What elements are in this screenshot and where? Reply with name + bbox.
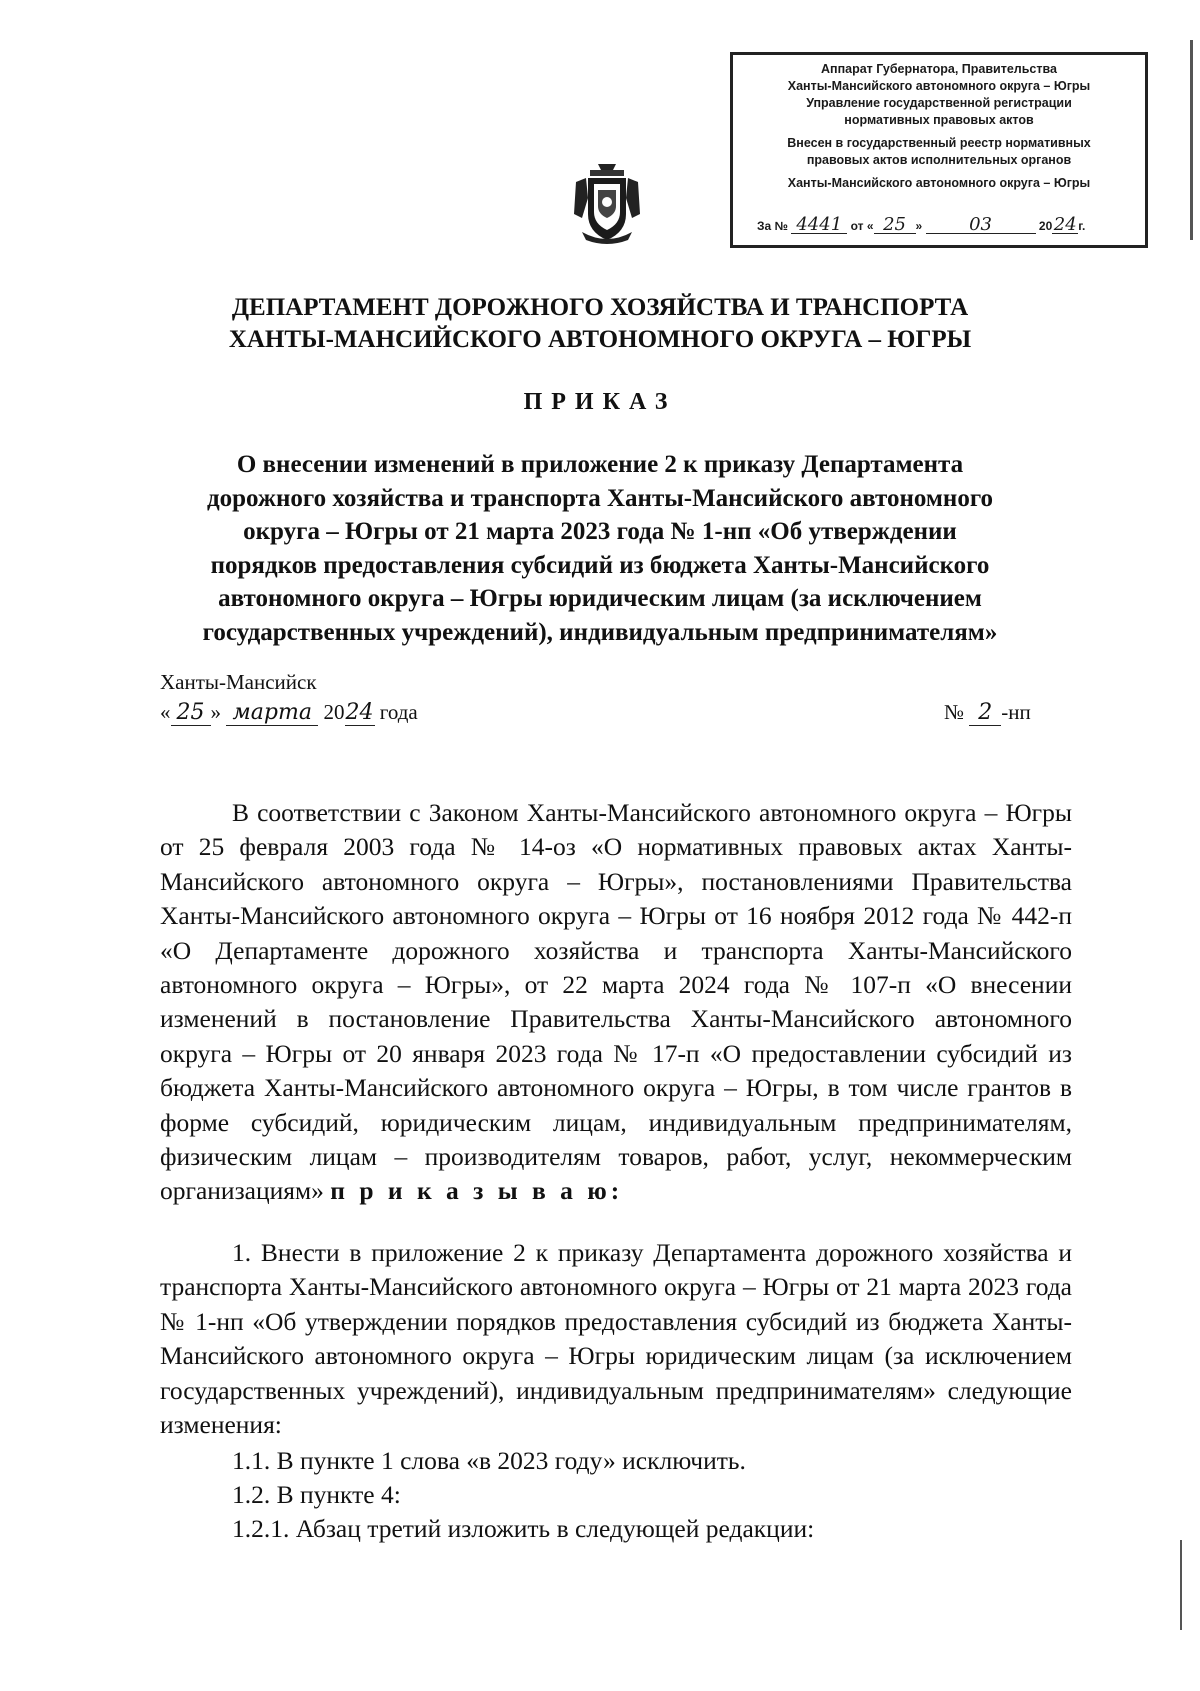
coat-of-arms-icon (568, 160, 646, 248)
stamp-reg-number: 4441 (791, 216, 847, 234)
stamp-reg-year: 24 (1053, 214, 1077, 235)
title-line: округа – Югры от 21 марта 2023 года № 1-нп «Об утверждении (243, 518, 957, 545)
date-suffix: года (379, 700, 418, 724)
item-1-1: 1.1. В пункте 1 слова «в 2023 году» исключить. (232, 1446, 746, 1475)
date-year: 24 (345, 700, 374, 725)
preamble-text: В соответствии с Законом Ханты-Мансийского автономного округа – Югры от 25 февраля 2003 года № 14-оз «О нормативных правовых актах Ханты-Мансийского автономного округа – Югры», постановлениями Правительства Ханты-Мансийского автономного округа – Югры от 16 ноября 2012 года № 442-п «О Департаменте дорожного хозяйства и транспорта Ханты-Мансийского автономного округа – Югры», от 22 марта 2024 года № 107-п «О внесении изменений в постановление Правительства Ханты-Мансийского автономного округа – Югры от 20 января 2023 года № 17-п «О предоставлении субсидий из бюджета Ханты-Мансийского автономного округа – Югры, в том числе грантов в форме субсидий, юридическим лицам, индивидуальным предпринимателям, физическим лицам – производителям товаров, работ, услуг, некоммерческим организациям» (160, 798, 1072, 1206)
title-line: порядков предоставления субсидий из бюджета Ханты-Мансийского (210, 551, 990, 579)
registration-stamp (730, 52, 1148, 248)
stamp-reg-quote: » (915, 219, 923, 233)
stamp-reg-year-prefix: 20 (1038, 219, 1053, 233)
stamp-line: Аппарат Губернатора, Правительства (821, 62, 1057, 76)
item-1-paragraph: 1. Внести в приложение 2 к приказу Департамента дорожного хозяйства и транспорта Ханты-Мансийского автономного округа – Югры от 21 марта 2023 года № 1-нп «Об утверждении порядков предоставления субсидий из бюджета Ханты-Мансийского автономного округа – Югры юридическим лицам (за исключением государственных учреждений), индивидуальным предпринимателям» следующие изменения: (160, 1238, 1072, 1440)
title-line: автономного округа – Югры юридическим лицам (за исключением (218, 585, 982, 612)
stamp-reg-month: 03 (926, 216, 1036, 234)
stamp-reg-prefix: За № (757, 219, 788, 233)
order-word: п р и к а з ы в а ю: (330, 1176, 624, 1206)
stamp-line: Ханты-Мансийского автономного округа – Югры (787, 176, 1091, 190)
item-1-2-1: 1.2.1. Абзац третий изложить в следующей редакции: (232, 1514, 815, 1543)
stamp-line: Управление государственной регистрации (806, 96, 1072, 110)
scan-edge-mark (1190, 40, 1193, 240)
document-date (160, 700, 418, 726)
stamp-line: Ханты-Мансийского автономного округа – Югры (787, 79, 1091, 93)
scan-edge-mark (1180, 1540, 1182, 1630)
number-value: 2 (969, 700, 1001, 726)
department-line: ДЕПАРТАМЕНТ ДОРОЖНОГО ХОЗЯЙСТВА И ТРАНСПОРТА (231, 294, 969, 321)
stamp-reg-suffix: г. (1078, 219, 1086, 233)
date-day: 25 (171, 700, 211, 726)
stamp-line: нормативных правовых актов (844, 113, 1034, 127)
preamble-paragraph (160, 796, 1072, 1209)
date-open-quote: « (160, 700, 171, 724)
stamp-reg-from: от « (850, 219, 874, 233)
stamp-registration-number (757, 216, 1129, 235)
item-1-2: 1.2. В пункте 4: (232, 1480, 401, 1509)
date-month: марта (226, 700, 318, 726)
title-line: О внесении изменений в приложение 2 к приказу Департамента (236, 451, 964, 478)
document-type: ПРИКАЗ (523, 389, 677, 415)
date-close-quote: » (210, 700, 221, 724)
stamp-line: Внесен в государственный реестр нормативных (787, 136, 1091, 150)
title-line: дорожного хозяйства и транспорта Ханты-Мансийского автономного (206, 484, 994, 512)
document-number (944, 700, 1031, 726)
stamp-reg-day: 25 (874, 216, 916, 234)
title-line: государственных учреждений), индивидуальным предпринимателям» (202, 618, 998, 646)
number-suffix: -нп (1001, 700, 1031, 724)
number-prefix: № (944, 700, 965, 724)
department-name (0, 292, 1200, 356)
stamp-line: правовых актов исполнительных органов (806, 153, 1072, 167)
document-title (0, 448, 1200, 649)
date-year-prefix: 20 (323, 700, 345, 724)
city: Ханты-Мансийск (160, 670, 317, 694)
department-line: ХАНТЫ-МАНСИЙСКОГО АВТОНОМНОГО ОКРУГА – ЮГРЫ (228, 326, 972, 353)
